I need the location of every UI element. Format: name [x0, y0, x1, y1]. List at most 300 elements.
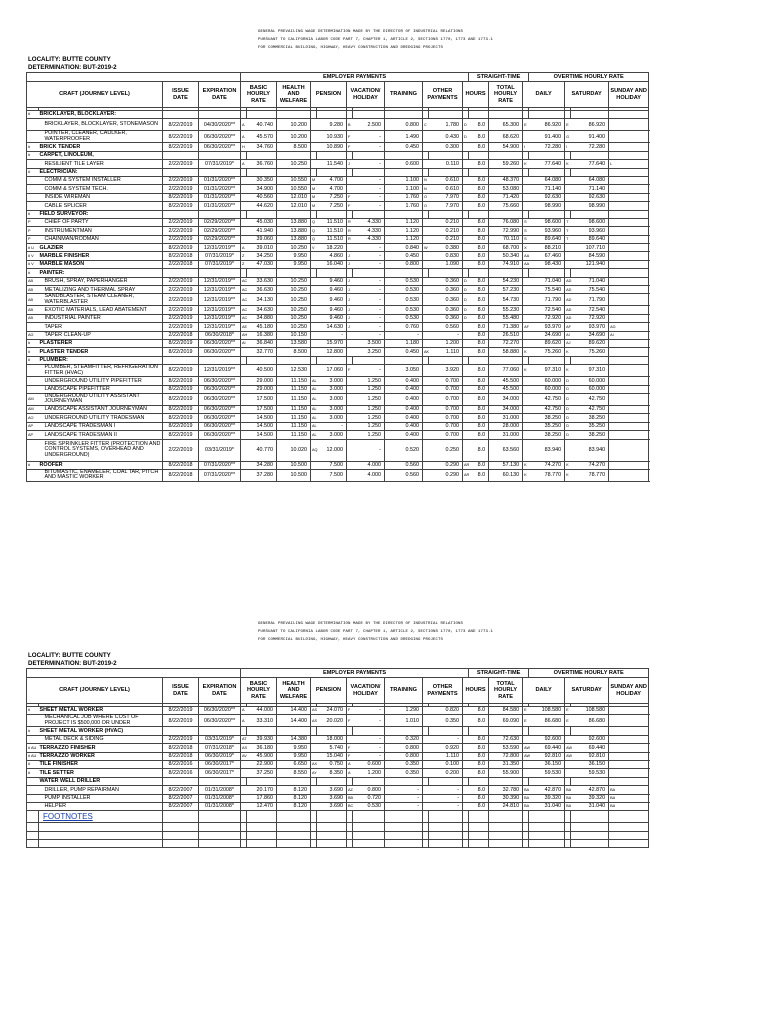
hours: 8.0	[469, 339, 489, 347]
footnote-marker: BA	[609, 786, 649, 794]
vacation-holiday: 0.530	[353, 802, 385, 810]
row-marker: # V	[27, 252, 39, 260]
total-hourly-rate: 68.620	[489, 131, 523, 143]
header-daily: DAILY	[523, 678, 565, 704]
other-payments: 7.970	[429, 193, 463, 201]
hours: 8.0	[469, 306, 489, 314]
empty-cell	[247, 840, 277, 848]
issue-date: 8/22/2019	[163, 715, 199, 727]
table-row	[27, 277, 649, 285]
basic-hourly-rate: 17.860	[247, 794, 277, 802]
pension: 3.000	[317, 385, 347, 393]
issue-date: 2/22/2019	[163, 439, 199, 461]
total-hourly-rate: 45.500	[489, 377, 523, 385]
basic-hourly-rate: 45.900	[247, 752, 277, 760]
footnote-marker: AL	[311, 405, 317, 413]
basic-hourly-rate: 17.500	[247, 405, 277, 413]
daily-overtime: 34.690	[529, 331, 565, 339]
basic-hourly-rate: 20.170	[247, 786, 277, 794]
expiration-date: 01/31/2020**	[199, 193, 241, 201]
vacation-holiday: 3.250	[353, 348, 385, 356]
daily-overtime: 64.080	[529, 176, 565, 184]
row-marker: #	[27, 143, 39, 151]
expiration-date: 06/30/2020**	[199, 393, 241, 405]
other-payments: 0.360	[429, 294, 463, 306]
issue-date: 8/22/2019	[163, 405, 199, 413]
daily-overtime: 98.430	[529, 260, 565, 268]
other-payments: 1.200	[429, 339, 463, 347]
pension: 4.700	[317, 185, 347, 193]
expiration-date: 06/30/2020**	[199, 377, 241, 385]
footnote-marker: S	[523, 218, 529, 226]
issue-date: 2/22/2019	[163, 185, 199, 193]
basic-hourly-rate: 47.030	[247, 260, 277, 268]
footnote-marker: A	[347, 760, 353, 768]
issue-date: 8/22/2007	[163, 794, 199, 802]
header-expiration-date: EXPIRATION DATE	[199, 678, 241, 704]
footnote-marker: Z	[241, 252, 247, 260]
header-line-1: GENERAL PREVAILING WAGE DETERMINATION MADE BY THE DIRECTOR OF INDUSTRIAL RELATIONS	[258, 30, 464, 34]
issue-date: 8/22/2019	[163, 431, 199, 439]
total-hourly-rate: 65.300	[489, 119, 523, 131]
empty-cell	[529, 823, 565, 831]
vacation-holiday: 1.250	[353, 431, 385, 439]
footnote-marker: E	[523, 715, 529, 727]
health-welfare: 13.880	[277, 218, 311, 226]
daily-overtime: 91.400	[529, 131, 565, 143]
training: -	[385, 794, 423, 802]
empty-cell	[609, 151, 649, 159]
craft-name: CHIEF OF PARTY	[39, 218, 163, 226]
footnote-marker: A	[241, 715, 247, 727]
empty-cell	[385, 356, 423, 364]
training: 0.530	[385, 294, 423, 306]
issue-date: 2/22/2019	[163, 176, 199, 184]
footnote-marker: AA	[523, 260, 529, 268]
empty-cell	[353, 777, 385, 785]
pension: 9.460	[317, 306, 347, 314]
daily-overtime: 42.750	[529, 393, 565, 405]
expiration-date: 12/31/2019**	[199, 314, 241, 322]
pension: 20.020	[317, 715, 347, 727]
saturday-overtime: 31.040	[571, 802, 609, 810]
row-marker: #	[27, 769, 39, 777]
footnotes-link[interactable]: FOOTNOTES	[39, 811, 163, 823]
footnote-marker: AH	[241, 331, 247, 339]
footnote-marker: AW	[523, 752, 529, 760]
hours: 8.0	[469, 752, 489, 760]
row-marker	[27, 365, 39, 377]
hours: 8.0	[469, 735, 489, 743]
basic-hourly-rate: 14.500	[247, 422, 277, 430]
hours: 8.0	[469, 160, 489, 168]
vacation-holiday: -	[353, 323, 385, 331]
footnote-marker: T	[565, 235, 571, 243]
empty-cell	[277, 777, 311, 785]
training: -	[385, 786, 423, 794]
footnote-marker: L	[609, 160, 649, 168]
health-welfare: 10.200	[277, 119, 311, 131]
empty-cell	[199, 811, 241, 823]
vacation-holiday: 4.330	[353, 218, 385, 226]
expiration-date: 06/30/2020**	[199, 707, 241, 715]
row-marker	[27, 119, 39, 131]
pension: 9.460	[317, 286, 347, 294]
total-hourly-rate: 55.230	[489, 306, 523, 314]
basic-hourly-rate: 34.760	[247, 143, 277, 151]
expiration-date: 06/30/2018*	[199, 331, 241, 339]
daily-overtime: 92.630	[529, 193, 565, 201]
saturday-overtime: 93.970	[571, 323, 609, 331]
other-payments: 0.560	[429, 323, 463, 331]
basic-hourly-rate: 39.060	[247, 235, 277, 243]
total-hourly-rate: 63.560	[489, 439, 523, 461]
basic-hourly-rate: 36.760	[247, 160, 277, 168]
footnote-marker: D	[565, 422, 571, 430]
issue-date: 8/22/2019	[163, 422, 199, 430]
pension: 11.510	[317, 235, 347, 243]
vacation-holiday: -	[353, 277, 385, 285]
empty-cell	[571, 823, 609, 831]
saturday-overtime: 74.270	[571, 461, 609, 469]
saturday-overtime: 78.770	[571, 469, 609, 481]
vacation-holiday: -	[353, 160, 385, 168]
empty-cell	[163, 210, 199, 218]
empty-cell	[529, 210, 565, 218]
table-row	[27, 377, 649, 385]
hours: 8.0	[469, 405, 489, 413]
expiration-date: 01/31/2020**	[199, 176, 241, 184]
daily-overtime: 67.460	[529, 252, 565, 260]
row-marker: AM	[27, 405, 39, 413]
health-welfare: 9.950	[277, 744, 311, 752]
expiration-date: 06/30/2020**	[199, 405, 241, 413]
table-row	[27, 151, 649, 159]
footnote-marker: F	[347, 707, 353, 715]
daily-overtime: 39.320	[529, 794, 565, 802]
training: 3.050	[385, 365, 423, 377]
training: 1.120	[385, 235, 423, 243]
row-marker	[27, 176, 39, 184]
health-welfare: 10.500	[277, 469, 311, 481]
empty-cell	[609, 269, 649, 277]
table-row	[27, 760, 649, 768]
craft-name: GLAZIER	[39, 244, 163, 252]
issue-date: 8/22/2007	[163, 802, 199, 810]
vacation-holiday: 4.330	[353, 235, 385, 243]
hours: 8.0	[469, 227, 489, 235]
saturday-overtime: 60.000	[571, 377, 609, 385]
table-row	[27, 314, 649, 322]
issue-date: 8/22/2019	[163, 414, 199, 422]
vacation-holiday: 3.500	[353, 339, 385, 347]
empty-cell	[529, 777, 565, 785]
footnote-marker: AT	[241, 735, 247, 743]
health-welfare: 13.580	[277, 339, 311, 347]
expiration-date: 02/29/2020**	[199, 235, 241, 243]
empty-cell	[489, 356, 523, 364]
pension: 3.000	[317, 405, 347, 413]
hours: 8.0	[469, 176, 489, 184]
footnote-marker: Q	[311, 235, 317, 243]
expiration-date: 12/31/2019**	[199, 286, 241, 294]
daily-overtime: 98.600	[529, 218, 565, 226]
header-craft: CRAFT (JOURNEY LEVEL)	[27, 82, 163, 108]
expiration-date: 06/30/2020**	[199, 143, 241, 151]
training: 0.450	[385, 348, 423, 356]
expiration-date: 02/29/2020**	[199, 227, 241, 235]
row-marker: P	[27, 235, 39, 243]
empty-cell	[277, 840, 311, 848]
basic-hourly-rate: 44.000	[247, 707, 277, 715]
training: 0.400	[385, 393, 423, 405]
vacation-holiday: 1.250	[353, 385, 385, 393]
pension: 4.700	[317, 176, 347, 184]
other-payments: 1.780	[429, 119, 463, 131]
empty-cell	[571, 111, 609, 119]
empty-cell	[429, 111, 463, 119]
expiration-date: 01/31/2008*	[199, 786, 241, 794]
footnote-marker: AD	[565, 314, 571, 322]
row-marker: # U	[27, 244, 39, 252]
footnote-marker: F	[347, 131, 353, 143]
issue-date: 2/22/2019	[163, 218, 199, 226]
empty-cell	[247, 356, 277, 364]
footnote-marker: J	[347, 277, 353, 285]
header-health-welfare: HEALTH AND WELFARE	[277, 82, 311, 108]
empty-cell	[199, 151, 241, 159]
table-row	[27, 786, 649, 794]
footnote-marker: F	[347, 365, 353, 377]
empty-cell	[317, 356, 347, 364]
empty-cell	[317, 777, 347, 785]
empty-cell	[27, 823, 39, 831]
total-hourly-rate: 72.990	[489, 227, 523, 235]
footnote-marker: AL	[311, 431, 317, 439]
total-hourly-rate: 59.260	[489, 160, 523, 168]
craft-name: BRUSH, SPRAY, PAPERHANGER	[39, 277, 163, 285]
table-row	[27, 294, 649, 306]
empty-cell	[199, 111, 241, 119]
daily-overtime: 75.540	[529, 286, 565, 294]
basic-hourly-rate: 39.930	[247, 735, 277, 743]
expiration-date: 06/30/2020**	[199, 339, 241, 347]
row-marker: #	[27, 111, 39, 119]
basic-hourly-rate: 37.280	[247, 469, 277, 481]
pension: 3.000	[317, 393, 347, 405]
health-welfare: 8.500	[277, 143, 311, 151]
empty-cell	[163, 356, 199, 364]
issue-date: 8/22/2019	[163, 385, 199, 393]
empty-cell	[353, 356, 385, 364]
empty-cell	[489, 727, 523, 735]
training: 0.530	[385, 286, 423, 294]
health-welfare: 11.150	[277, 393, 311, 405]
footnote-marker: I	[565, 143, 571, 151]
hours: 8.0	[469, 422, 489, 430]
footnote-marker: A	[241, 119, 247, 131]
empty-cell	[385, 811, 423, 823]
training: 0.400	[385, 405, 423, 413]
empty-cell	[163, 823, 199, 831]
empty-cell	[571, 727, 609, 735]
footnote-marker: D	[463, 306, 469, 314]
total-hourly-rate: 69.090	[489, 715, 523, 727]
basic-hourly-rate: 32.770	[247, 348, 277, 356]
training: 0.530	[385, 277, 423, 285]
craft-name: RESILIENT TILE LAYER	[39, 160, 163, 168]
footnote-marker: BA	[609, 794, 649, 802]
row-marker: #	[27, 168, 39, 176]
saturday-overtime: 75.260	[571, 348, 609, 356]
footnote-marker	[609, 393, 649, 405]
table-row	[27, 769, 649, 777]
vacation-holiday: 0.800	[353, 786, 385, 794]
total-hourly-rate: 32.780	[489, 786, 523, 794]
daily-overtime: 71.140	[529, 185, 565, 193]
basic-hourly-rate: 34.130	[247, 294, 277, 306]
saturday-overtime: 93.960	[571, 227, 609, 235]
total-hourly-rate: 68.700	[489, 244, 523, 252]
empty-cell	[247, 727, 277, 735]
saturday-overtime: 42.870	[571, 786, 609, 794]
other-payments: -	[429, 331, 463, 339]
row-marker: #	[27, 461, 39, 469]
footnote-marker: W	[423, 244, 429, 252]
hours: 8.0	[469, 202, 489, 210]
other-payments: -	[429, 735, 463, 743]
health-welfare: 10.250	[277, 306, 311, 314]
craft-name: BRICKLAYER, BLOCKLAYER:	[39, 111, 163, 119]
craft-name: BRICKLAYER, BLOCKLAYER, STONEMASON	[39, 119, 163, 131]
other-payments: 0.820	[429, 707, 463, 715]
craft-name: SANDBLASTER, STEAM CLEANER, WATERBLASTER	[39, 294, 163, 306]
craft-name: POINTER, CLEANER, CAULKER, WATERPROOFER	[39, 131, 163, 143]
hours: 8.0	[469, 715, 489, 727]
empty-cell	[39, 840, 163, 848]
total-hourly-rate: 60.130	[489, 469, 523, 481]
wage-table-1	[26, 72, 649, 482]
footnote-marker	[609, 377, 649, 385]
craft-name: CABLE SPLICER	[39, 202, 163, 210]
vacation-holiday: -	[353, 365, 385, 377]
row-marker	[27, 439, 39, 461]
pension: 12.800	[317, 348, 347, 356]
footnote-marker	[609, 314, 649, 322]
basic-hourly-rate: 33.310	[247, 715, 277, 727]
empty-cell	[199, 168, 241, 176]
vacation-holiday: 2.500	[353, 119, 385, 131]
health-welfare: 11.150	[277, 422, 311, 430]
total-hourly-rate: 24.810	[489, 802, 523, 810]
other-payments: 0.360	[429, 286, 463, 294]
basic-hourly-rate: 45.180	[247, 323, 277, 331]
saturday-overtime: 75.540	[571, 286, 609, 294]
other-payments: 0.350	[429, 715, 463, 727]
total-hourly-rate: 71.420	[489, 193, 523, 201]
pension: 9.460	[317, 294, 347, 306]
hours: 8.0	[469, 377, 489, 385]
empty-cell	[39, 831, 163, 839]
empty-cell	[469, 356, 489, 364]
expiration-date: 06/30/2020**	[199, 414, 241, 422]
basic-hourly-rate: 30.350	[247, 176, 277, 184]
hours: 8.0	[469, 323, 489, 331]
total-hourly-rate: 34.000	[489, 405, 523, 413]
pension: 10.930	[317, 131, 347, 143]
empty-cell	[247, 831, 277, 839]
footnote-marker: S	[523, 227, 529, 235]
total-hourly-rate: 72.800	[489, 752, 523, 760]
pension: 11.510	[317, 227, 347, 235]
footnote-marker	[609, 469, 649, 481]
empty-cell	[489, 151, 523, 159]
vacation-holiday: -	[353, 752, 385, 760]
footnote-marker: K	[565, 365, 571, 377]
table-row	[27, 131, 649, 143]
table-row	[27, 244, 649, 252]
footnote-marker: T	[565, 218, 571, 226]
table-row	[27, 235, 649, 243]
empty-cell	[277, 210, 311, 218]
vacation-holiday: -	[353, 306, 385, 314]
other-payments: 0.430	[429, 131, 463, 143]
footnote-marker: AL	[311, 422, 317, 430]
health-welfare: 9.950	[277, 752, 311, 760]
issue-date: 8/22/2019	[163, 348, 199, 356]
footnote-marker: AS	[241, 744, 247, 752]
health-welfare: 14.400	[277, 707, 311, 715]
other-payments: 0.700	[429, 393, 463, 405]
footnote-marker	[609, 244, 649, 252]
empty-cell	[317, 840, 347, 848]
expiration-date: 06/30/2017*	[199, 769, 241, 777]
empty-cell	[353, 811, 385, 823]
basic-hourly-rate: 36.180	[247, 744, 277, 752]
row-marker: #	[27, 269, 39, 277]
total-hourly-rate: 57.230	[489, 286, 523, 294]
vacation-holiday: 1.250	[353, 377, 385, 385]
training: 1.010	[385, 715, 423, 727]
vacation-holiday: 1.250	[353, 422, 385, 430]
health-welfare: 10.500	[277, 461, 311, 469]
hours: 8.0	[469, 365, 489, 377]
empty-cell	[529, 151, 565, 159]
row-marker: #	[27, 210, 39, 218]
vacation-holiday: -	[353, 252, 385, 260]
empty-cell	[317, 811, 347, 823]
craft-name: COMM & SYSTEM INSTALLER	[39, 176, 163, 184]
footnote-marker: K	[523, 348, 529, 356]
hours: 8.0	[469, 286, 489, 294]
total-hourly-rate: 77.060	[489, 365, 523, 377]
saturday-overtime: 107.710	[571, 244, 609, 252]
row-marker: P	[27, 218, 39, 226]
craft-name: TILE FINISHER	[39, 760, 163, 768]
footnote-marker	[609, 202, 649, 210]
empty-cell	[489, 111, 523, 119]
table-row	[27, 339, 649, 347]
table-row	[27, 777, 649, 785]
empty-cell	[353, 269, 385, 277]
basic-hourly-rate: 14.500	[247, 431, 277, 439]
vacation-holiday: -	[353, 202, 385, 210]
footnote-marker	[609, 306, 649, 314]
footnote-marker	[609, 218, 649, 226]
other-payments: 0.700	[429, 405, 463, 413]
basic-hourly-rate: 45.570	[247, 131, 277, 143]
table-row	[27, 176, 649, 184]
